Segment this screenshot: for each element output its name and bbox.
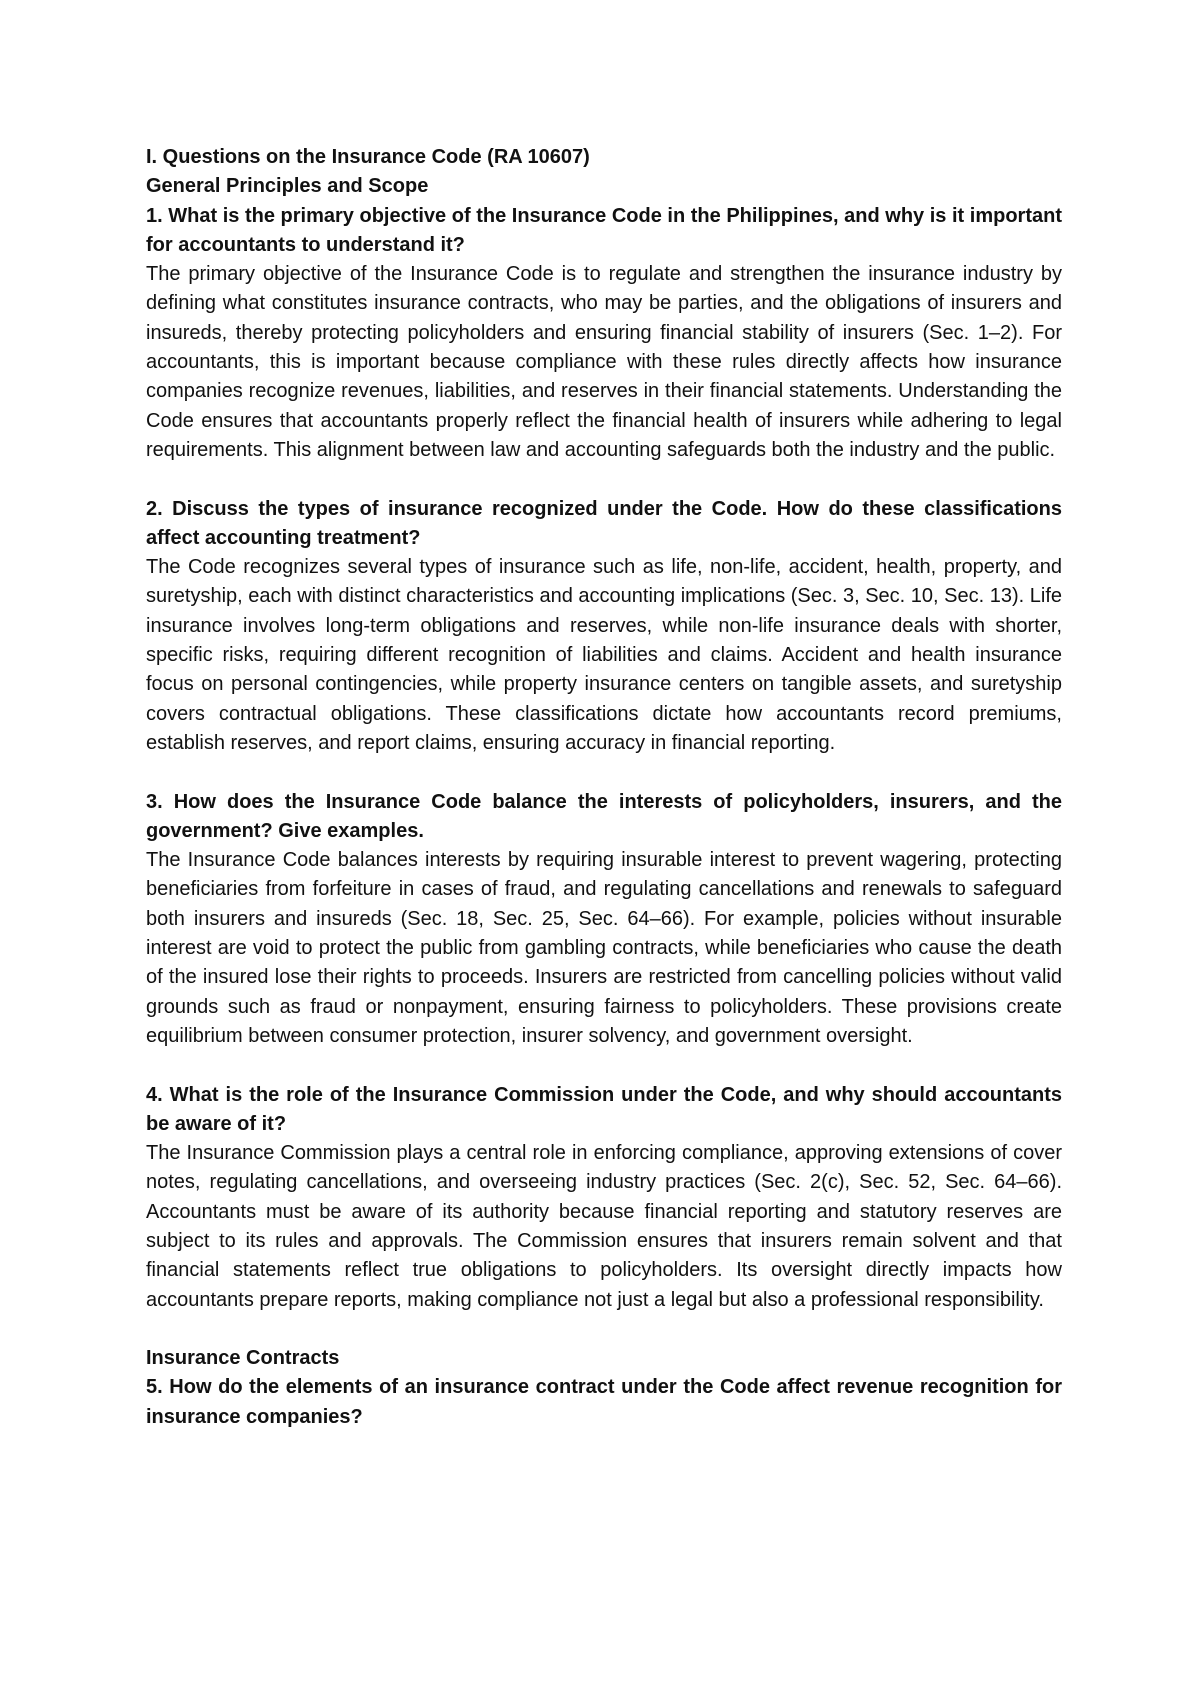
paragraph-spacer bbox=[146, 758, 1062, 787]
paragraph-spacer bbox=[146, 1315, 1062, 1344]
answer-3: The Insurance Code balances interests by requiring insurable interest to prevent wagering, protecting beneficiaries from forfeiture in cases of fraud, and regulating cancellations and renewals to safeguard both insurers and insureds (Sec. 18, Sec. 25, Sec. 64–66). For example, policies without insurable interest are void to protect the public from gambling contracts, while beneficiaries who cause the death of the insured lose their rights to proceeds. Insurers are restricted from cancelling policies without valid grounds such as fraud or nonpayment, ensuring fairness to policyholders. These provisions create equilibrium between consumer protection, insurer solvency, and government oversight. bbox=[146, 849, 1062, 1047]
question-3: 3. How does the Insurance Code balance the interests of policyholders, insurers, and the government? Give examples. bbox=[146, 790, 1062, 842]
question-1: 1. What is the primary objective of the Insurance Code in the Philippines, and why is it important for accountants to understand it? bbox=[146, 204, 1062, 256]
question-4: 4. What is the role of the Insurance Commission under the Code, and why should accountants be aware of it? bbox=[146, 1083, 1062, 1135]
question-2: 2. Discuss the types of insurance recognized under the Code. How do these classifications affect accounting treatment? bbox=[146, 497, 1062, 549]
paragraph-spacer bbox=[146, 465, 1062, 494]
answer-1: The primary objective of the Insurance Code is to regulate and strengthen the insurance industry by defining what constitutes insurance contracts, who may be parties, and the obligations of insurers and insureds, thereby protecting policyholders and ensuring financial stability of insurers (Sec. 1–2). For accountants, this is important because compliance with these rules directly affects how insurance companies recognize revenues, liabilities, and reserves in their financial statements. Understanding the Code ensures that accountants properly reflect the financial health of insurers while adhering to legal requirements. This alignment between law and accounting safeguards both the industry and the public. bbox=[146, 263, 1062, 461]
section-heading-contracts: Insurance Contracts bbox=[146, 1347, 340, 1370]
document-title: I. Questions on the Insurance Code (RA 10607) bbox=[146, 146, 590, 168]
paragraph-spacer bbox=[146, 1051, 1062, 1080]
section-heading-general: General Principles and Scope bbox=[146, 175, 429, 198]
document-page bbox=[146, 143, 1062, 1432]
answer-4: The Insurance Commission plays a central role in enforcing compliance, approving extensions of cover notes, regulating cancellations, and overseeing industry practices (Sec. 2(c), Sec. 52, Sec. 64–66). Accountants must be aware of its authority because financial reporting and statutory reserves are subject to its rules and approvals. The Commission ensures that insurers remain solvent and that financial statements reflect true obligations to policyholders. Its oversight directly impacts how accountants prepare reports, making compliance not just a legal but also a professional responsibility. bbox=[146, 1142, 1062, 1311]
question-5: 5. How do the elements of an insurance contract under the Code affect revenue recognition for insurance companies? bbox=[146, 1376, 1062, 1428]
answer-2: The Code recognizes several types of insurance such as life, non-life, accident, health, property, and suretyship, each with distinct characteristics and accounting implications (Sec. 3, Sec. 10, Sec. 13). Life insurance involves long-term obligations and reserves, while non-life insurance deals with shorter, specific risks, requiring different recognition of liabilities and claims. Accident and health insurance focus on personal contingencies, while property insurance centers on tangible assets, and suretyship covers contractual obligations. These classifications dictate how accountants record premiums, establish reserves, and report claims, ensuring accuracy in financial reporting. bbox=[146, 556, 1062, 754]
